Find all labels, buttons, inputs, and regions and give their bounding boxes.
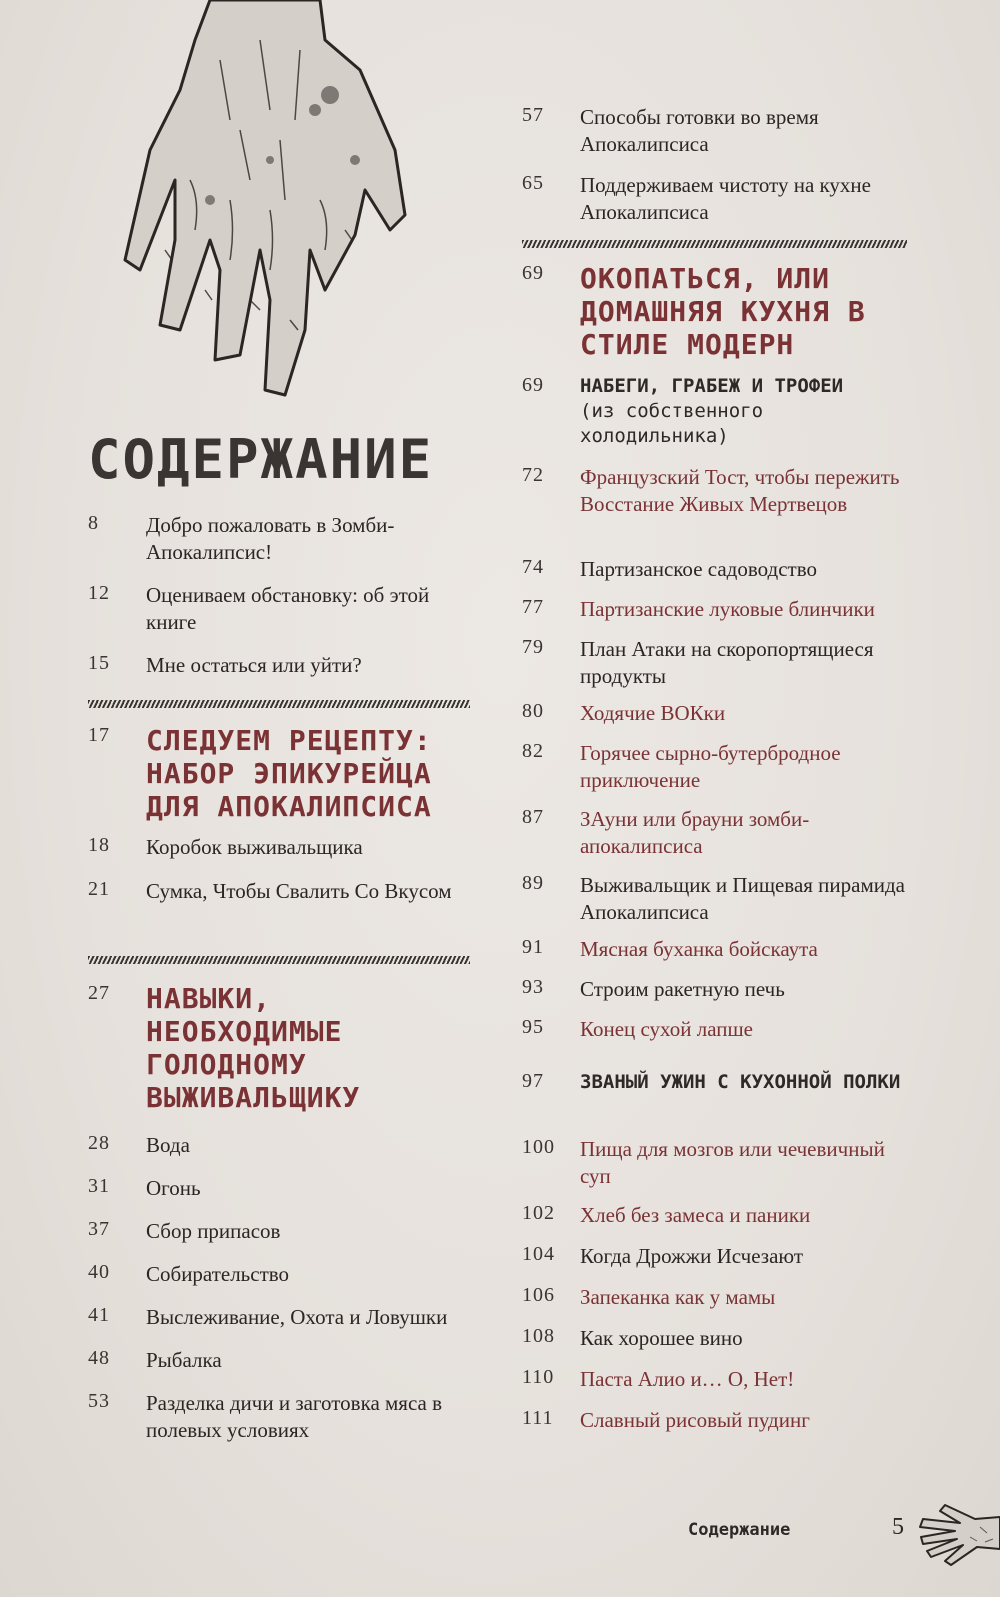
entry-title: Разделка дичи и заготовка мяса в полевых условиях: [146, 1391, 443, 1442]
page-number: 104: [522, 1243, 555, 1265]
page-number: 69: [522, 374, 544, 396]
page-number: 102: [522, 1202, 555, 1224]
list-item[interactable]: [522, 1202, 907, 1243]
page-number: 79: [522, 636, 544, 658]
entry-title: Выслеживание, Охота и Ловушки: [146, 1305, 448, 1329]
entry-title: Горячее сырно-бутербродное приключение: [580, 741, 841, 792]
entry-title: Строим ракетную печь: [580, 977, 785, 1001]
list-item[interactable]: [522, 806, 907, 872]
page-number: 21: [88, 878, 110, 900]
entry-title: Сбор припасов: [146, 1219, 281, 1243]
page-number: 27: [88, 982, 110, 1004]
entry-title: Выживальщик и Пищевая пирамида Апокалипсиса: [580, 873, 906, 924]
entry-title: Хлеб без замеса и паники: [580, 1203, 811, 1227]
list-item[interactable]: [522, 596, 907, 636]
section-title: НАВЫКИ, НЕОБХОДИМЫЕ ГОЛОДНОМУ ВЫЖИВАЛЬЩИКУ: [146, 982, 361, 1114]
entry-title: Славный рисовый пудинг: [580, 1408, 810, 1432]
page-number: 80: [522, 700, 544, 722]
page-number: 108: [522, 1325, 555, 1347]
page-number: 12: [88, 582, 110, 604]
entry-title: ЗАуни или брауни зомби-апокалипсиса: [580, 807, 810, 858]
entry-title: Ходячие ВОКки: [580, 701, 726, 725]
page-number-footer: 5: [892, 1514, 904, 1540]
subsection-title: ЗВАНЫЙ УЖИН С КУХОННОЙ ПОЛКИ: [580, 1071, 901, 1093]
list-item[interactable]: [88, 1304, 470, 1347]
entry-title: Мясная буханка бойскаута: [580, 937, 818, 961]
page-number: 41: [88, 1304, 110, 1326]
list-item[interactable]: [88, 1132, 470, 1175]
entry-title: Сумка, Чтобы Свалить Со Вкусом: [146, 879, 452, 903]
page-number: 82: [522, 740, 544, 762]
list-item[interactable]: [522, 1366, 907, 1407]
list-item[interactable]: [522, 556, 907, 596]
list-item[interactable]: [88, 1175, 470, 1218]
section-divider: [88, 700, 470, 708]
page-number: 28: [88, 1132, 110, 1154]
page-title: СОДЕРЖАНИЕ: [88, 428, 434, 491]
list-item[interactable]: [522, 700, 907, 740]
section-title: ОКОПАТЬСЯ, ИЛИ ДОМАШНЯЯ КУХНЯ В СТИЛЕ МОДЕРН: [580, 262, 866, 361]
page-number: 97: [522, 1070, 544, 1092]
list-item[interactable]: [522, 740, 907, 806]
page-number: 100: [522, 1136, 555, 1158]
entry-title: Добро пожаловать в Зомби-Апокалипсис!: [146, 513, 395, 564]
page-number: 65: [522, 172, 544, 194]
list-item[interactable]: [522, 1243, 907, 1284]
list-item[interactable]: [88, 1261, 470, 1304]
page-number: 91: [522, 936, 544, 958]
entry-title: Огонь: [146, 1176, 201, 1200]
page-number: 87: [522, 806, 544, 828]
entry-title: Партизанские луковые блинчики: [580, 597, 875, 621]
list-item[interactable]: [522, 872, 907, 936]
list-item[interactable]: [88, 1390, 470, 1450]
entry-title: Запеканка как у мамы: [580, 1285, 776, 1309]
page-number: 53: [88, 1390, 110, 1412]
zombie-hand-illustration: [120, 0, 420, 420]
list-item[interactable]: [522, 1407, 907, 1448]
page-number: 48: [88, 1347, 110, 1369]
entry-title: Партизанское садоводство: [580, 557, 817, 581]
list-item[interactable]: [88, 582, 470, 652]
list-item[interactable]: [88, 834, 470, 878]
page-number: 15: [88, 652, 110, 674]
entry-title: Собирательство: [146, 1262, 290, 1286]
page-number: 31: [88, 1175, 110, 1197]
list-item[interactable]: [522, 104, 907, 172]
list-item[interactable]: [522, 464, 907, 556]
page-number: 111: [522, 1407, 554, 1429]
page-number: 110: [522, 1366, 555, 1388]
subsection-heading[interactable]: [522, 374, 907, 464]
page-number: 8: [88, 512, 99, 534]
entry-title: Способы готовки во время Апокалипсиса: [580, 105, 819, 156]
toc-right-column: [522, 104, 907, 1448]
list-item[interactable]: [522, 172, 907, 240]
section-divider: [522, 240, 907, 248]
entry-title: Когда Дрожжи Исчезают: [580, 1244, 804, 1268]
page-number: 69: [522, 262, 544, 284]
list-item[interactable]: [522, 636, 907, 700]
toc-left-column: [88, 512, 470, 1450]
list-item[interactable]: [522, 1016, 907, 1070]
page-number: 72: [522, 464, 544, 486]
page-number: 77: [522, 596, 544, 618]
section-heading[interactable]: [88, 724, 470, 834]
footer-section-label: Содержание: [688, 1520, 791, 1540]
subsection-subtitle: (из собственного холодильника): [580, 400, 764, 447]
list-item[interactable]: [88, 652, 470, 700]
subsection-title-text: НАБЕГИ, ГРАБЕЖ И ТРОФЕИ: [580, 375, 844, 397]
entry-title: Конец сухой лапше: [580, 1017, 753, 1041]
list-item[interactable]: [522, 1284, 907, 1325]
list-item[interactable]: [522, 936, 907, 976]
page-number: 57: [522, 104, 544, 126]
page-number: 89: [522, 872, 544, 894]
section-title: СЛЕДУЕМ РЕЦЕПТУ: НАБОР ЭПИКУРЕЙЦА ДЛЯ АПОКАЛИПСИСА: [146, 724, 432, 823]
entry-title: Как хорошее вино: [580, 1326, 743, 1350]
entry-title: План Атаки на скоропортящиеся продукты: [580, 637, 874, 688]
section-divider: [88, 956, 470, 964]
page-number: 40: [88, 1261, 110, 1283]
entry-title: Оцениваем обстановку: об этой книге: [146, 583, 430, 634]
subsection-heading[interactable]: [522, 1070, 907, 1136]
entry-title: Поддерживаем чистоту на кухне Апокалипсиса: [580, 173, 871, 224]
entry-title: Французский Тост, чтобы пережить Восстание Живых Мертвецов: [580, 465, 900, 516]
page-number: 18: [88, 834, 110, 856]
page-number: 37: [88, 1218, 110, 1240]
list-item[interactable]: [88, 878, 470, 956]
entry-title: Пища для мозгов или чечевичный суп: [580, 1137, 885, 1188]
page-number: 106: [522, 1284, 555, 1306]
list-item[interactable]: [88, 1347, 470, 1390]
list-item[interactable]: [88, 512, 470, 582]
list-item[interactable]: [88, 1218, 470, 1261]
page-number: 93: [522, 976, 544, 998]
section-heading[interactable]: [522, 262, 907, 374]
entry-title: Мне остаться или уйти?: [146, 653, 362, 677]
list-item[interactable]: [522, 1136, 907, 1202]
page-number: 74: [522, 556, 544, 578]
entry-title: Коробок выживальщика: [146, 835, 363, 859]
entry-title: Рыбалка: [146, 1348, 222, 1372]
entry-title: Вода: [146, 1133, 190, 1157]
small-hand-icon: [915, 1497, 1000, 1567]
section-heading[interactable]: [88, 982, 470, 1132]
list-item[interactable]: [522, 976, 907, 1016]
subsection-title: [580, 374, 907, 449]
entry-title: Паста Алио и… О, Нет!: [580, 1367, 795, 1391]
page-number: 17: [88, 724, 110, 746]
list-item[interactable]: [522, 1325, 907, 1366]
page-number: 95: [522, 1016, 544, 1038]
